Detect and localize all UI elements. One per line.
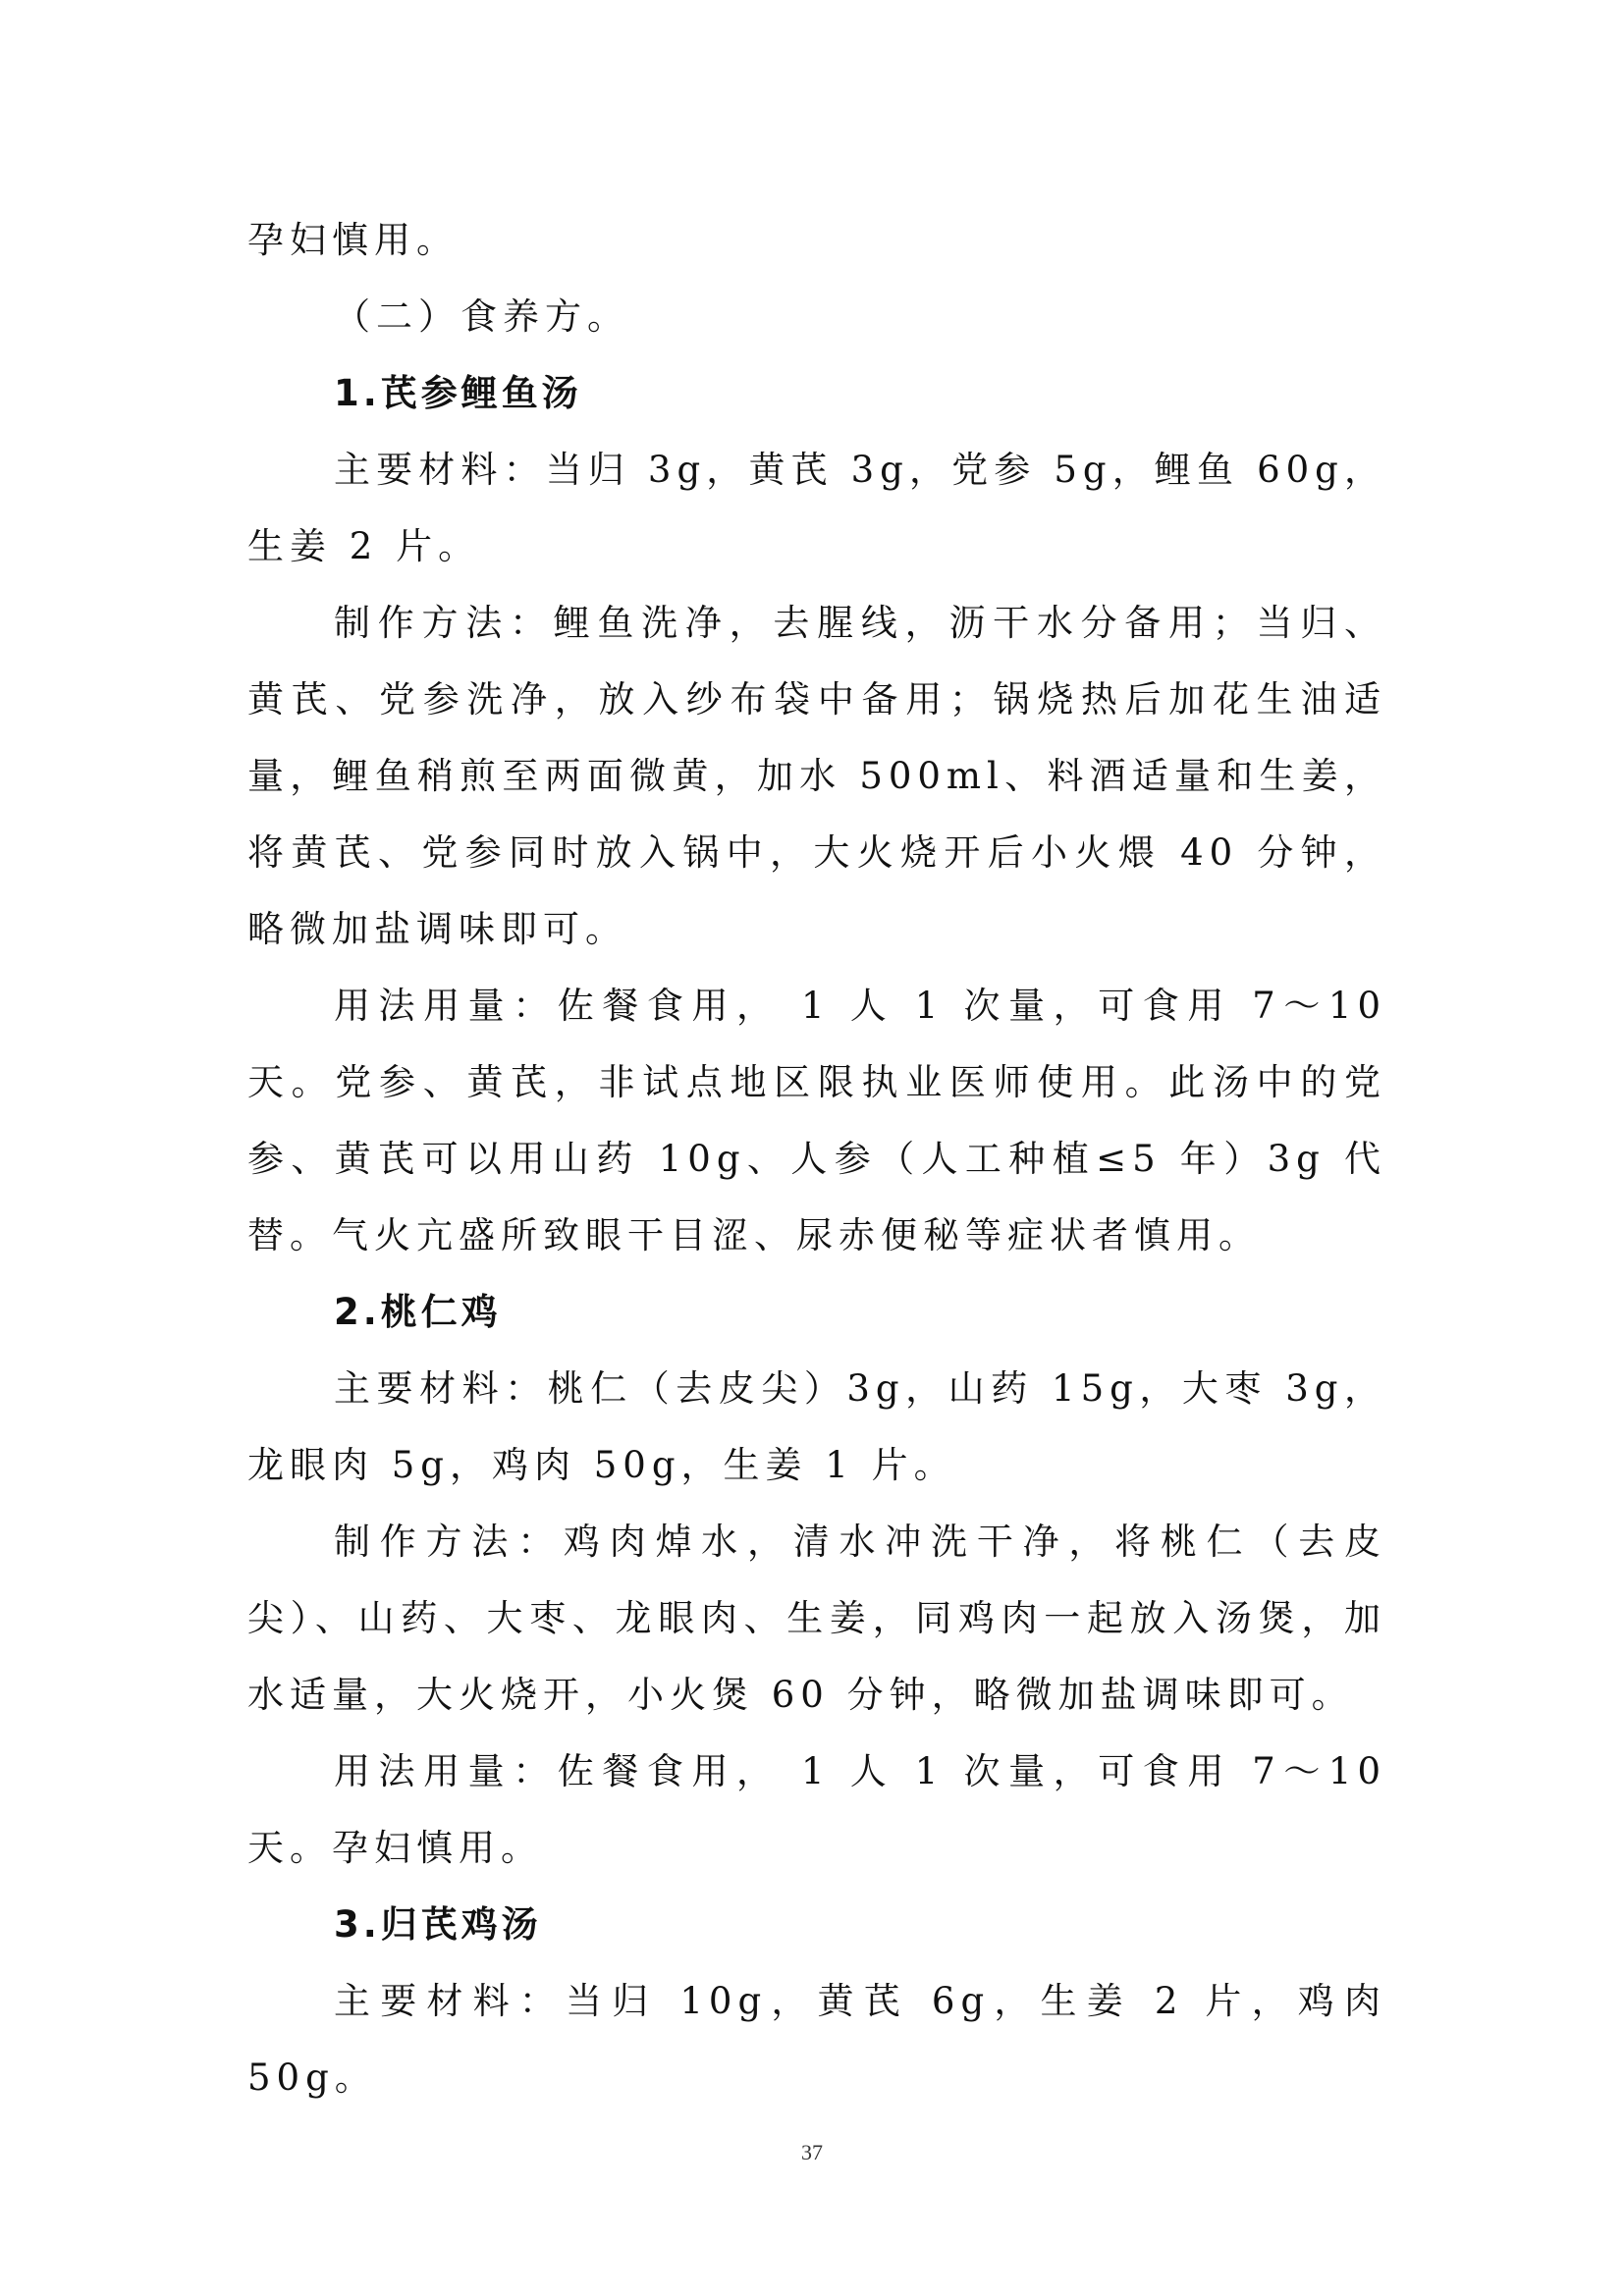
recipe-1-ingredients: 主要材料：当归 3g，黄芪 3g，党参 5g，鲤鱼 60g，生姜 2 片。 xyxy=(247,449,1386,567)
recipe-1-method: 制作方法：鲤鱼洗净，去腥线，沥干水分备用；当归、黄芪、党参洗净，放入纱布袋中备用；锅烧热后加花生油适量，鲤鱼稍煎至两面微黄，加水 500ml、料酒适量和生姜，将黄芪、党参同时放入锅中，大火烧开后小火煨 40 分钟，略微加盐调味即可。 xyxy=(247,602,1386,950)
recipe-heading-2: 2.桃仁鸡 xyxy=(334,1291,502,1333)
recipe-2-usage: 用法用量：佐餐食用， 1 人 1 次量，可食用 7～10 天。孕妇慎用。 xyxy=(247,1750,1386,1869)
paragraph-continuation: 孕妇慎用。 xyxy=(247,219,459,261)
page-number: 37 xyxy=(801,2140,823,2164)
recipe-heading-1: 1.芪参鲤鱼汤 xyxy=(334,372,582,414)
recipe-3-ingredients: 主要材料：当归 10g，黄芪 6g，生姜 2 片，鸡肉 50g。 xyxy=(247,1980,1386,2099)
recipe-2-ingredients: 主要材料：桃仁（去皮尖）3g，山药 15g，大枣 3g，龙眼肉 5g，鸡肉 50g，生姜 1 片。 xyxy=(247,1367,1386,1486)
recipe-1-usage: 用法用量：佐餐食用， 1 人 1 次量，可食用 7～10 天。党参、黄芪，非试点地区限执业医师使用。此汤中的党参、黄芪可以用山药 10g、人参（人工种植≤5 年）3g 代替。气火亢盛所致眼干目涩、尿赤便秘等症状者慎用。 xyxy=(247,985,1386,1256)
section-title-food-recipes: （二）食养方。 xyxy=(334,295,629,338)
document-body xyxy=(247,202,1386,2116)
recipe-heading-3: 3.归芪鸡汤 xyxy=(334,1903,542,1946)
recipe-2-method: 制作方法：鸡肉焯水，清水冲洗干净，将桃仁（去皮尖）、山药、大枣、龙眼肉、生姜，同鸡肉一起放入汤煲，加水适量，大火烧开，小火煲 60 分钟，略微加盐调味即可。 xyxy=(247,1521,1386,1716)
